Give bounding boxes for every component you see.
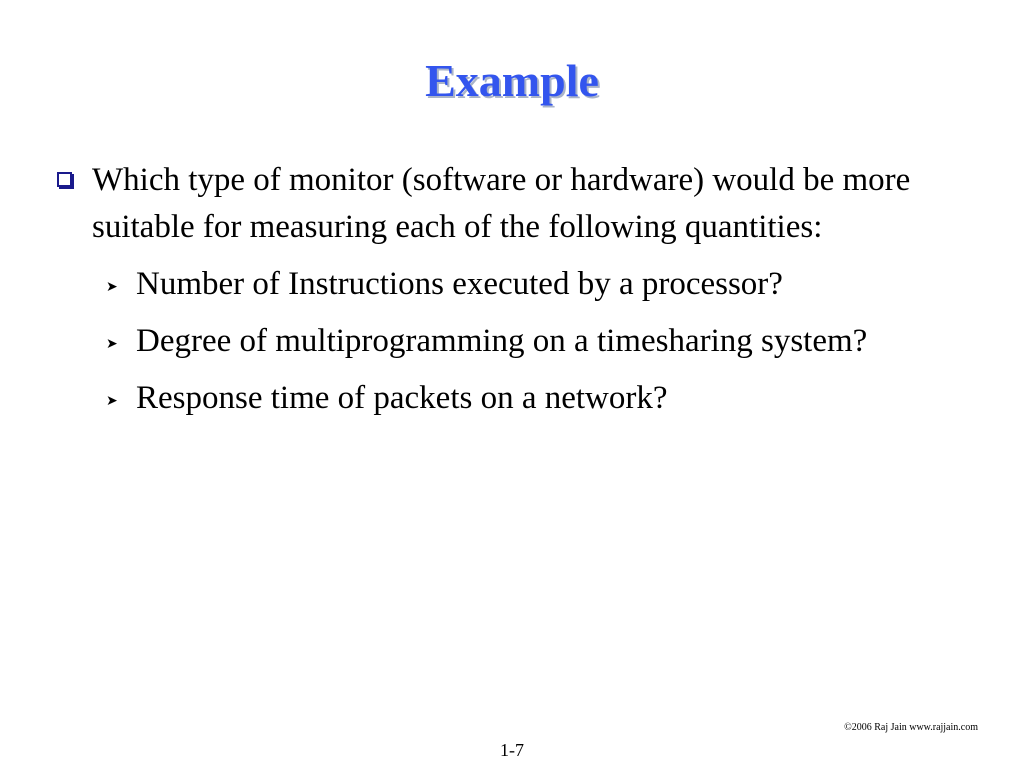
arrow-bullet-icon: ➤ (106, 279, 118, 295)
sub-bullet-item (0, 375, 1024, 422)
sub-bullet-text: Degree of multiprogramming on a timesharing system? (136, 323, 868, 359)
sub-bullet-item (0, 318, 1024, 365)
copyright-notice: ©2006 Raj Jain www.rajjain.com (844, 722, 978, 733)
square-bullet-icon (57, 172, 72, 187)
sub-bullet-text: Response time of packets on a network? (136, 380, 668, 416)
page-number: 1-7 (500, 740, 524, 760)
sub-bullet-text: Number of Instructions executed by a processor? (136, 266, 783, 302)
sub-bullet-item (0, 261, 1024, 308)
main-bullet (0, 157, 1024, 251)
arrow-bullet-icon: ➤ (106, 393, 118, 409)
slide-content (0, 157, 1024, 432)
arrow-bullet-icon: ➤ (106, 336, 118, 352)
sub-bullet-list (0, 261, 1024, 422)
main-bullet-text: Which type of monitor (software or hardware) would be more suitable for measuring each of the following quantities: (92, 162, 911, 245)
slide-title: Example (425, 55, 599, 106)
